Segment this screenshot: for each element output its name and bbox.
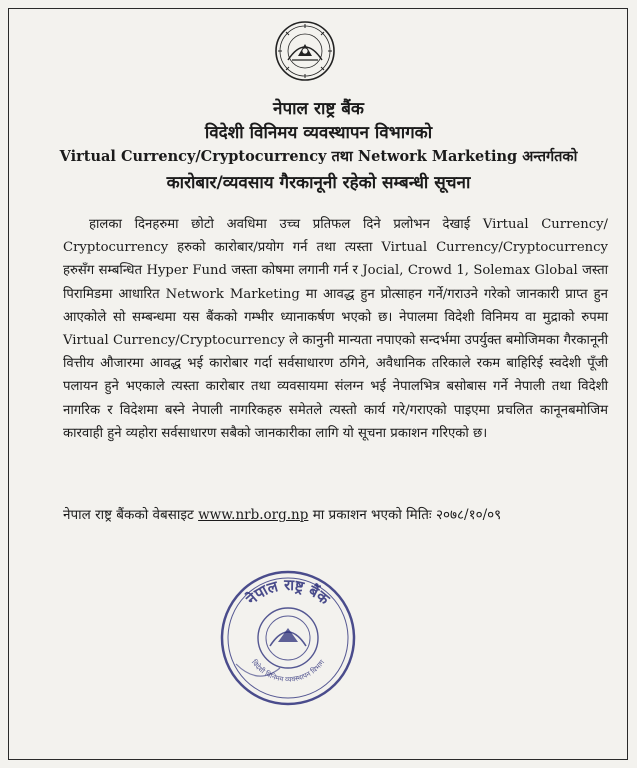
org-name: नेपाल राष्ट्र बैंक (273, 99, 364, 119)
official-seal-stamp (218, 568, 358, 708)
seal-bottom-text: विदेशी विनिमय व्यवस्थापन विभाग (249, 658, 327, 684)
subject-line-1: Virtual Currency/Cryptocurrency तथा Network Marketing अन्तर्गतको (59, 148, 578, 165)
nrb-logo-icon (274, 20, 336, 82)
department-name: विदेशी विनिमय व्यवस्थापन विभागको (204, 123, 433, 143)
footer-suffix: मा प्रकाशन भएको मितिः २०७८/१०/०९ (312, 507, 502, 523)
publication-line (63, 505, 501, 523)
subject-line-2: कारोबार/व्यवसाय गैरकानूनी रहेको सम्बन्धी सूचना (166, 173, 471, 193)
seal-top-text: नेपाल राष्ट्र बैंक (242, 575, 334, 609)
website-link[interactable]: www.nrb.org.np (198, 507, 309, 523)
footer-prefix: नेपाल राष्ट्र बैंकको वेबसाइट (63, 507, 194, 523)
notice-body: हालका दिनहरुमा छोटो अवधिमा उच्च प्रतिफल दिने प्रलोभन देखाई Virtual Currency/ Cryptocurrency हरुको कारोबार/प्रयोग गर्न तथा त्यस्ता Virtual Currency/Cryptocurrency हरुसँग सम्बन्धित Hyper Fund जस्ता कोषमा लगानी गर्न र Jocial, Crowd 1, Solemax Global जस्ता पिरामिडमा आधारित Network Marketing मा आवद्ध हुन प्रोत्साहन गर्ने/गराउने गरेको जानकारी प्राप्त हुन आएकोले सो सम्बन्धमा यस बैंकको गम्भीर ध्यानाकर्षण भएको छ। नेपालमा विदेशी विनिमय वा मुद्राको रुपमा Virtual Currency/Cryptocurrency ले कानुनी मान्यता नपाएको सन्दर्भमा उपर्युक्त बमोजिमका गैरकानूनी वित्तीय औजारमा आवद्ध भई कारोबार गर्दा सर्वसाधारण ठगिने, अवैधानिक तरिकाले रकम बाहिरिई स्वदेशी पूँजी पलायन हुने भएकाले त्यस्ता कारोबार तथा व्यवसायमा संलग्न भई नेपालभित्र बसोबास गर्ने नेपाली तथा विदेशी नागरिक र विदेशमा बस्ने नेपाली नागरिकहरु समेतले त्यस्तो कार्य गरे/गराएको पाइएमा प्रचलित कानूनबमोजिम कारवाही हुने व्यहोरा सर्वसाधारण सबैको जानकारीका लागि यो सूचना प्रकाशन गरिएको छ। (63, 217, 608, 441)
svg-text:विदेशी विनिमय व्यवस्थापन विभाग (250, 658, 327, 684)
